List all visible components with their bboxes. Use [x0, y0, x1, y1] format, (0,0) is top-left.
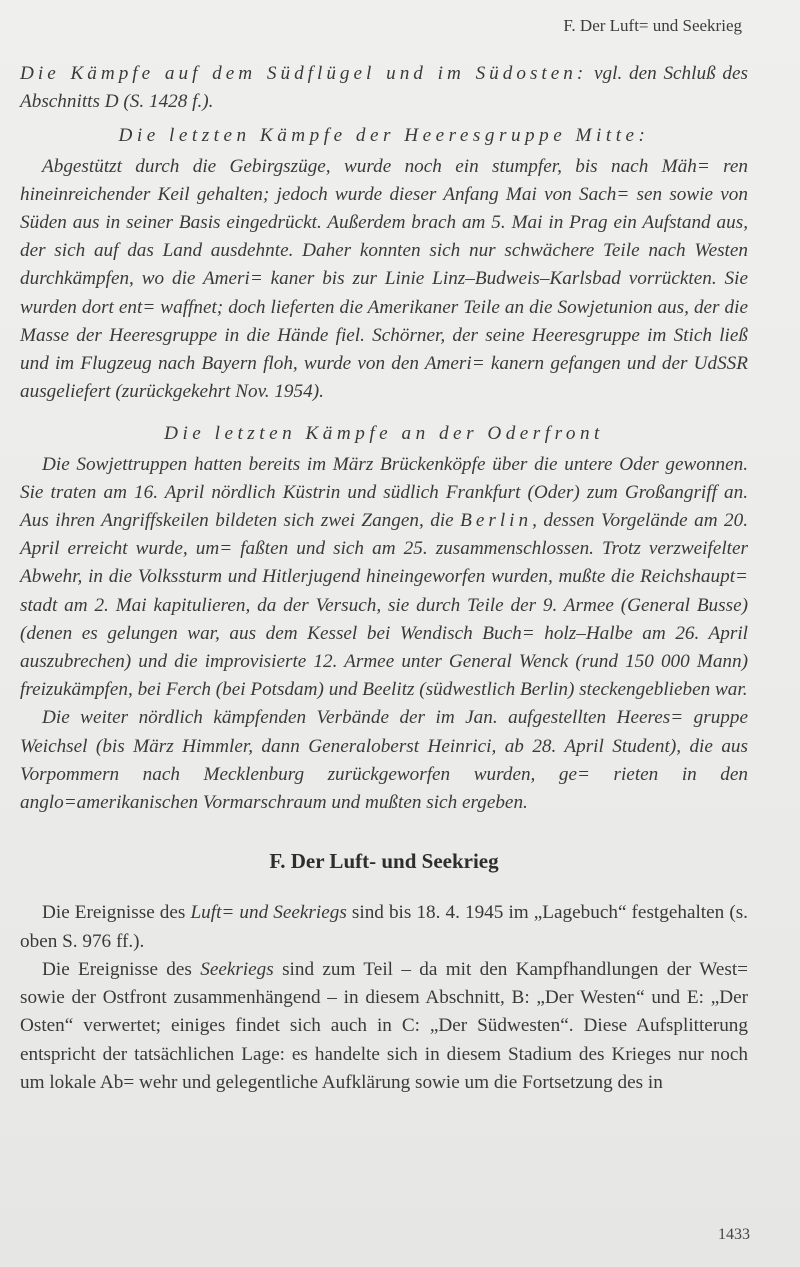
air-sea-1-text-b: sind bis 18. 4. 1945 im „Lagebuch“ festgehalten (s. oben S. 976 ff.). — [20, 902, 748, 952]
berlin-spaced: Berlin — [460, 510, 533, 532]
running-head: F. Der Luft= und Seekrieg — [563, 16, 742, 35]
air-sea-1-italic: Luft= und Seekriegs — [190, 902, 347, 924]
air-sea-2-text-b: sind zum Teil – da mit den Kampfhandlungen der West= sowie der Ostfront zusammenhängend – in diesem Abschnitt, B: „Der Westen“ und E: „Der Osten“ verwertet; einiges findet sich auch in C: „Der Südwesten“. Diese Aufsplitterung entspricht der tatsächlichen Lage: es handelte sich in diesem Stadium des Krieges nur noch um lokale Ab= wehr und gelegentliche Aufklärung sowie um die Fortsetzung des in — [20, 958, 748, 1093]
section-title-air-sea-war: F. Der Luft- und Seekrieg — [269, 849, 499, 874]
heading-army-group-center: Die letzten Kämpfe der Heeresgruppe Mitte: — [118, 125, 650, 147]
air-sea-2-text-a: Die Ereignisse des — [42, 958, 201, 980]
body-text — [20, 60, 748, 1097]
oder-text-a: Die Sowjettruppen hatten bereits im März Brückenköpfe über die untere Oder gewonnen. Sie traten am 16. April nördlich Küstrin und südlich Frankfurt (Oder) zum Großangriff an. Aus ihren Angriffskeilen bildeten sich zwei Zangen, die — [20, 453, 748, 532]
page-number: 1433 — [718, 1226, 750, 1243]
oder-text-b: , dessen Vorgelände am 20. April erreicht wurde, um= faßten und sich am 25. zusammenschlossen. Trotz verzweifelter Abwehr, in die Volkssturm und Hitlerjugend hineingeworfen wurden, mußte die Reichshaupt= stadt am 2. Mai kapitulieren, da der Versuch, sie durch Teile der 9. Armee (General Busse) (denen es gelungen war, aus dem Kessel bei Wendisch Buch= holz–Halbe am 26. April auszubrechen) und die improvisierte 12. Armee unter General Wenck (rund 150 000 Mann) freizukämpfen, bei Ferch (bei Potsdam) und Beelitz (südwestlich Berlin) steckengeblieben war. — [20, 510, 748, 701]
paragraph-air-sea-1 — [20, 899, 748, 955]
air-sea-1-text-a: Die Ereignisse des — [42, 902, 191, 924]
heading-oder-front: Die letzten Kämpfe an der Oderfront — [164, 423, 604, 445]
southern-flank-reference — [20, 60, 748, 116]
paragraph-oder-front-2: Die weiter nördlich kämpfenden Verbände der im Jan. aufgestellten Heeres= gruppe Weichsel (bis März Himmler, dann Generaloberst Heinrici, ab 28. April Student), die aus Vorpommern nach Mecklenburg zurückgeworfen wurden, ge= rieten in den anglo=amerikanischen Vormarschraum und mußten sich ergeben. — [20, 707, 748, 814]
southern-flank-text: vgl. den Schluß des Abschnitts D (S. 1428 f.). — [20, 63, 748, 113]
paragraph-oder-front-1 — [20, 451, 748, 705]
air-sea-2-italic: Seekriegs — [200, 958, 274, 980]
southern-flank-heading: Die Kämpfe auf dem Südflügel und im Südosten: — [20, 63, 588, 84]
paragraph-air-sea-2 — [20, 956, 748, 1097]
paragraph-army-group-center: Abgestützt durch die Gebirgszüge, wurde noch ein stumpfer, bis nach Mäh= ren hineinreichender Keil gehalten; jedoch wurde dieser Anfang Mai von Sach= sen sowie von Süden aus in seiner Basis eingedrückt. Außerdem brach am 5. Mai in Prag ein Aufstand aus, der sich auf das Land ausdehnte. Daher konnten sich nur schwächere Teile nach Westen durchkämpfen, wo die Ameri= kaner bis zur Linie Linz–Budweis–Karlsbad vorrückten. Sie wurden dort ent= waffnet; doch lieferten die Amerikaner Teile an die Sowjetunion aus, der die Masse der Heeresgruppe in die Hände fiel. Schörner, der seine Heeresgruppe im Stich ließ und im Flugzeug nach Bayern floh, wurde von den Ameri= kanern gefangen und der UdSSR ausgeliefert (zurückgekehrt Nov. 1954). — [20, 155, 748, 403]
